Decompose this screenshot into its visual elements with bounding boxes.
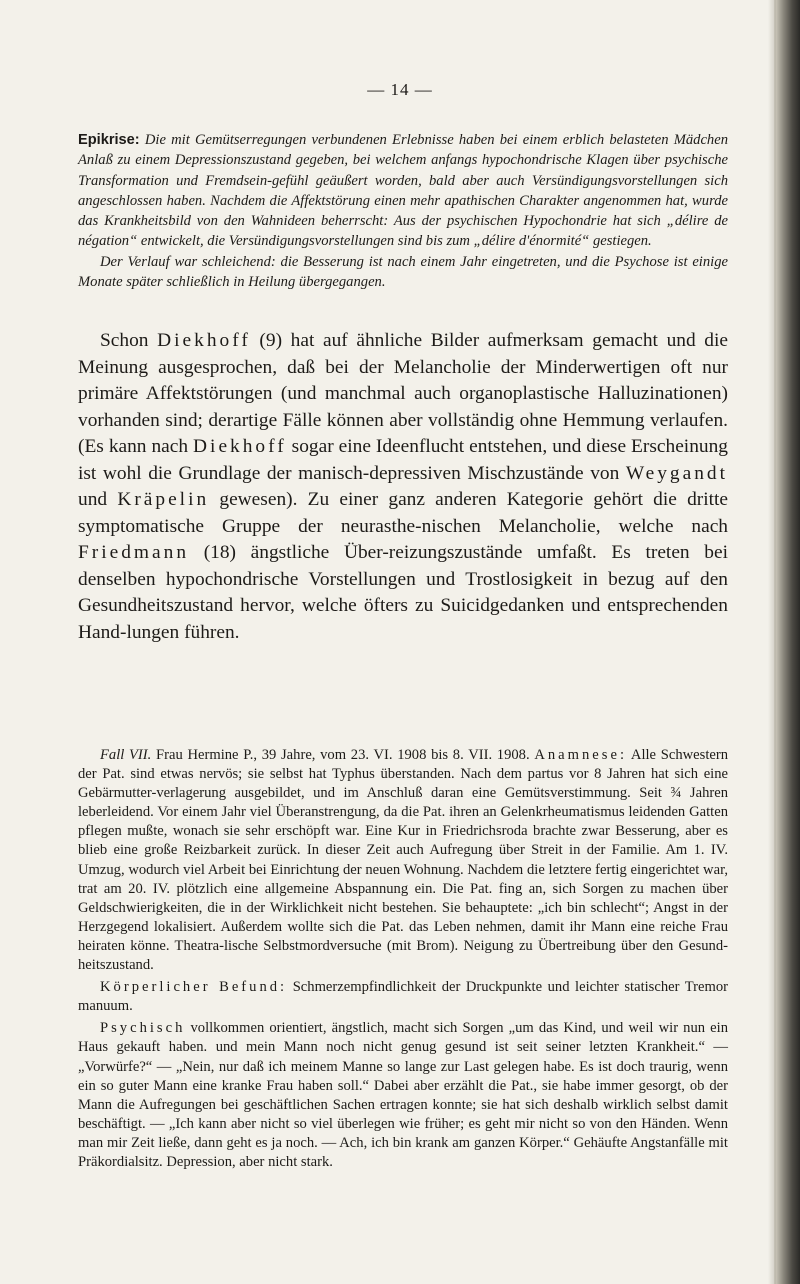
anamnese-text: Alle Schwestern der Pat. sind etwas nervös; sie selbst hat Typhus überstanden. Nach dem partus vor 8 Jahren hat sich eine Gebärmutter-verlagerung ausgebildet, und im Anschluß daran eine Gemütsverstimmung. Seit ¾ Jahren leberleidend. Vor einem Jahr viel Überanstrengung, da die Pat. ihren an Gelenkrheumatismus leidenden Gatten pflegen mußte, wonach sie sehr erschöpft war. Eine Kur in Friedrichsroda brachte zwar Besserung, aber es blieb eine große Reizbarkeit zurück. In dieser Zeit auch Aufregung über Streit in der Familie. Am 1. IV. Umzug, wodurch viel Arbeit bei Einrichtung der neuen Wohnung. Nachdem die letztere fertig eingerichtet war, trat am 20. IV. plötzlich eine allgemeine Abspannung ein. Die Pat. fing an, sich Sorgen zu machen über Geldschwierigkeiten, die in der Wirklichkeit nicht bestehen. Sie behauptete: „ich bin schlecht“; Angst in der Herzgegend lokalisiert. Außerdem wollte sich die Pat. das Leben nehmen, damit ihr Mann eine reiche Frau heiraten könne. Theatra-lische Selbstmordversuche (mit Brom). Neigung zu Übertreibung über den Gesund-heitszustand.: [78, 747, 729, 974]
epikrise-paragraph: [78, 130, 728, 252]
text-run: (18) ängstliche Über-reizungszustände umfaßt. Es treten bei denselben hypochondrische Vorstellungen und Trostlosigkeit in bezug auf den Gesundheitszustand hervor, welche öfters zu Suicidgedanken und entsprechenden Hand-lungen führen.: [78, 542, 728, 643]
text-run: sogar eine Ideenflucht entstehen, und diese Erscheinung ist wohl die Grundlage der manisch-depressiven Mischzustände von: [78, 436, 728, 484]
author-friedmann: Friedmann: [78, 542, 190, 563]
main-paragraph: [78, 328, 728, 646]
text-run: Schon: [100, 330, 149, 351]
text-run: und: [78, 489, 108, 510]
epikrise-course: Der Verlauf war schleichend: die Besserung ist nach einem Jahr eingetreten, und die Psychose ist einige Monate später schließlich in Heilung übergegangen.: [78, 253, 728, 291]
case-label: Fall VII.: [100, 747, 152, 763]
text-run: gewesen). Zu einer ganz anderen Kategorie gehört die dritte symptomatische Gruppe der neurasthe-nischen Melancholie, welche nach: [78, 489, 728, 537]
epikrise-text: Die mit Gemütserregungen verbundenen Erlebnisse haben bei einem erblich belasteten Mädchen Anlaß zu einem Depressionszustand gegeben, bei welchem anfangs hypochondrische Klagen über psychische Transformation und Fremdsein-gefühl geäußert worden, bald aber auch Versündigungsvorstellungen sich angeschlossen haben. Nachdem die Affektstörung einen mehr apathischen Charakter angenommen hat, wurde das Krankheitsbild von den Wahnideen beherrscht: Aus der psychischen Hypochondrie hat sich „délire de négation“ entwickelt, die Versündigungsvorstellungen sind bis zum „délire d'énormité“ gestiegen.: [78, 132, 728, 250]
author-kraepelin: Kräpelin: [117, 489, 210, 510]
anamnese-label: Anamnese:: [534, 747, 627, 763]
case-patient: Frau Hermine P., 39 Jahre, vom 23. VI. 1908 bis 8. VII. 1908.: [156, 747, 530, 763]
befund-paragraph: [78, 978, 728, 1016]
epikrise-section: [78, 130, 728, 292]
main-text-section: [78, 328, 728, 646]
befund-label: Körperlicher Befund:: [100, 979, 288, 996]
psychisch-text: vollkommen orientiert, ängstlich, macht sich Sorgen „um das Kind, und weil wir nun ein Haus gekauft haben. und mein Mann noch nicht genug gesund ist seit seiner letzten Krankheit.“ — „Vorwürfe?“ — „Nein, nur daß ich meinem Manne so lange zur Last gelegen habe. Es ist doch traurig, wenn ein so guter Mann eine kranke Frau haben soll.“ Dabei aber erzählt die Pat., sie habe immer gesorgt, ob der Mann die Aufregungen bei geschäftlichen Sachen ertragen konnte; sie hat sich deshalb wirklich selbst damit beschäftigt. — „Ich kann aber nicht so viel überlegen wie früher; es geht mir nicht so von den Händen. Wenn man mir Zeit ließe, dann geht es ja noch. — Ach, ich bin krank am ganzen Körper.“ Gehäufte Angstanfälle mit Präkordialsitz. Depression, aber nicht stark.: [78, 1020, 728, 1170]
page-edge-shadow: [774, 0, 800, 1284]
author-diekhoff: Diekhoff: [193, 436, 287, 457]
psychisch-paragraph: [78, 1019, 728, 1172]
text-run: (9) hat auf ähnliche Bilder aufmerksam gemacht und die Meinung ausgesprochen, daß bei der Melancholie der Minderwertigen oft nur primäre Affektstörungen (und manchmal auch organoplastische Halluzinationen) vorhanden sind; derartige Fälle können aber vollständig ohne Hemmung verlaufen. (Es kann nach: [78, 330, 728, 457]
befund-text: Schmerzempfindlichkeit der Druckpunkte und leichter statischer Tremor manuum.: [78, 979, 728, 1015]
author-diekhoff: Diekhoff: [157, 330, 251, 351]
case-report-section: [78, 746, 728, 1172]
case-intro: [78, 746, 728, 975]
epikrise-lead: Epikrise:: [78, 132, 140, 148]
author-weygandt: Weygandt: [625, 462, 728, 484]
page-number: — 14 —: [367, 80, 433, 99]
psychisch-label: Psychisch: [100, 1020, 186, 1037]
